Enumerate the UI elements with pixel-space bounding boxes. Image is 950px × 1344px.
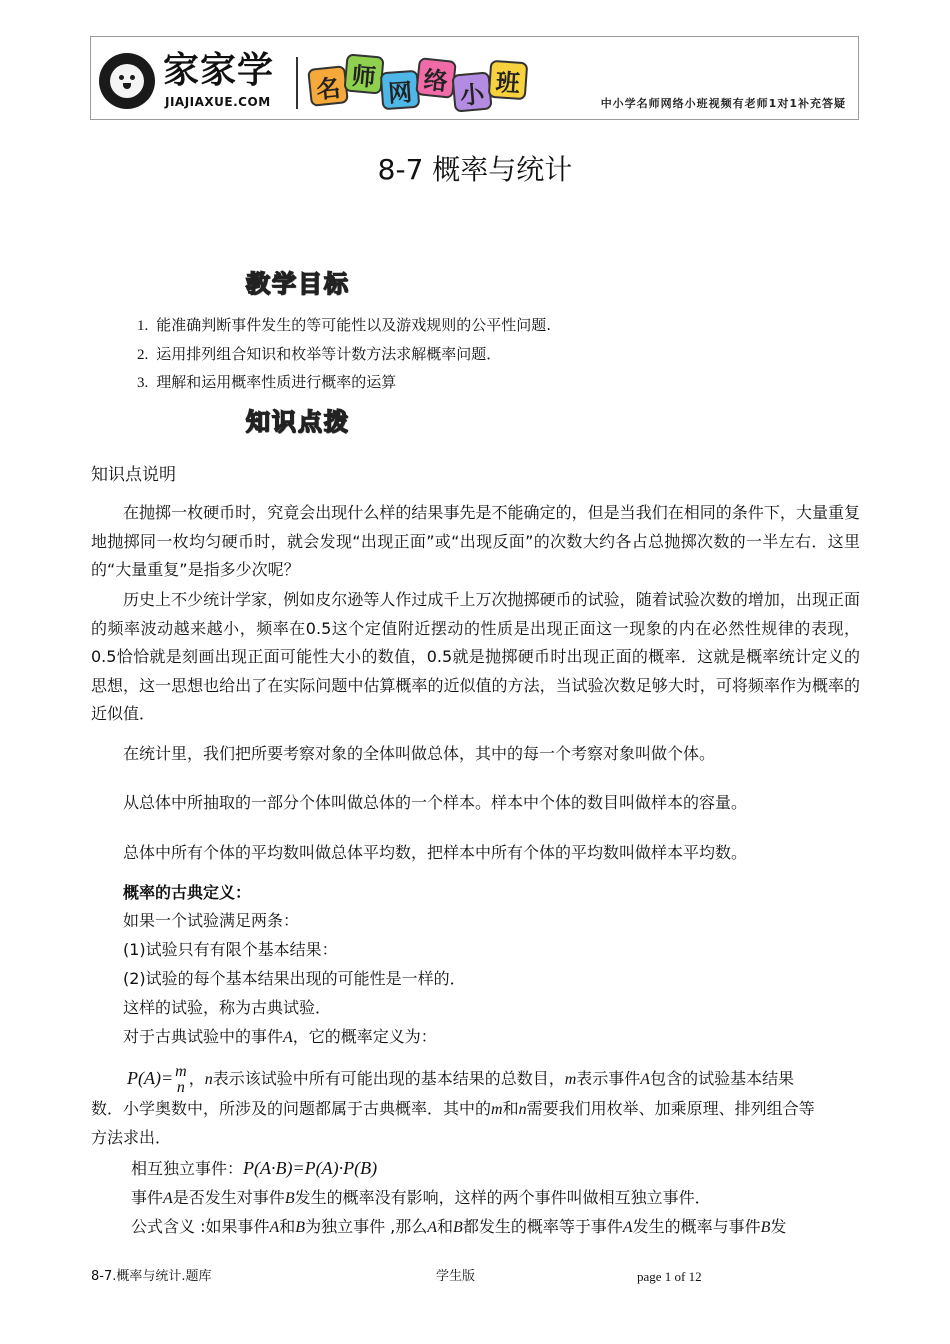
text: 发生的概率没有影响，这样的两个事件叫做相互独立事件． — [294, 1188, 711, 1207]
text: 公式含义 :如果事件 — [131, 1217, 270, 1236]
var-n: n — [518, 1101, 527, 1118]
formula-fraction — [175, 1064, 187, 1096]
header-banner — [90, 36, 859, 120]
text: ， — [188, 1069, 205, 1088]
classical-line: (1)试验只有有限个基本结果： — [123, 940, 338, 959]
brand-name: 家家学 — [163, 50, 275, 91]
independent-formula: P(A·B)=P(A)·P(B) — [243, 1158, 378, 1178]
text: 都发生的概率等于事件 — [462, 1217, 623, 1236]
independent-events-line — [131, 1155, 377, 1182]
independent-meaning-line — [131, 1216, 786, 1239]
var-a: A — [269, 1219, 280, 1236]
formula-explain-line — [91, 1098, 815, 1121]
banner-tile-3: 网 — [380, 70, 421, 111]
section-heading: 知识点说明 — [91, 465, 176, 485]
var-a: A — [163, 1190, 173, 1207]
page-title: 8-7 概率与统计 — [377, 153, 573, 186]
text: 包含的试验基本结果 — [650, 1069, 795, 1088]
var-a: A — [622, 1219, 633, 1236]
var-m: m — [491, 1101, 503, 1118]
text: 为独立事件 ,那么 — [305, 1217, 428, 1236]
footer-edition: 学生版 — [436, 1269, 476, 1284]
badge-knowledge-points: 知识点拨 — [246, 408, 350, 436]
classical-line — [123, 1026, 437, 1049]
brand-domain: JIAJIAXUE.COM — [165, 95, 271, 109]
text: 发生的概率与事件 — [632, 1217, 761, 1236]
badge-teaching-goals: 教学目标 — [246, 270, 350, 298]
text: 对于古典试验中的事件 — [123, 1027, 284, 1046]
var-a: A — [283, 1029, 293, 1046]
objective-text: 运用排列组合知识和枚举等计数方法求解概率问题． — [156, 345, 502, 363]
independent-label: 相互独立事件： — [131, 1159, 244, 1178]
paragraph-history: 历史上不少统计学家，例如皮尔逊等人作过成千上万次抛掷硬币的试验，随着试验次数的增加，出现正面的频率波动越来越小，频率在0.5这个定值附近摆动的性质是出现正面这一现象的内在必然性规律的表现，0.5恰恰就是刻画出现正面可能性大小的数值，0.5就是抛掷硬币时出现正面的概率．这就是概率统计定义的思想，这一思想也给出了在实际问题中估算概率的近似值的方法，当试验次数足够大时，可将频率作为概率的近似值． — [91, 590, 860, 724]
objective-number: 2. — [137, 347, 149, 363]
formula-explain-line: 方法求出． — [91, 1128, 172, 1147]
objective-text: 能准确判断事件发生的等可能性以及游戏规则的公平性问题. — [156, 316, 552, 334]
fraction-numerator: m — [175, 1062, 187, 1080]
var-b: B — [453, 1219, 463, 1236]
text: 和 — [437, 1217, 454, 1236]
footer-page-number: page 1 of 12 — [637, 1269, 702, 1284]
independent-def-line — [131, 1187, 711, 1210]
text: 发 — [770, 1217, 787, 1236]
text: 和 — [279, 1217, 296, 1236]
text: 和 — [502, 1099, 519, 1118]
banner-tile-6: 班 — [488, 60, 529, 101]
classical-line: (2)试验的每个基本结果出现的可能性是一样的． — [123, 969, 466, 988]
classical-line: 如果一个试验满足两条： — [123, 911, 300, 930]
objective-item — [137, 372, 396, 393]
footer-doc-name: 8-7.概率与统计.题库 — [91, 1269, 212, 1284]
text: ，它的概率定义为： — [292, 1027, 437, 1046]
paragraph-mean: 总体中所有个体的平均数叫做总体平均数，把样本中所有个体的平均数叫做样本平均数。 — [123, 843, 748, 862]
banner-tile-4: 络 — [415, 57, 457, 99]
banner-slogan: 中小学名师网络小班视频有老师1对1补充答疑 — [600, 97, 846, 110]
paragraph-population: 在统计里，我们把所要考察对象的全体叫做总体，其中的每一个考察对象叫做个体。 — [123, 744, 716, 763]
text: 表示该试验中所有可能出现的基本结果的总数目， — [212, 1069, 565, 1088]
lion-logo-icon — [99, 53, 155, 109]
text: 事件 — [131, 1188, 164, 1207]
text: 数．小学奥数中，所涉及的问题都属于古典概率．其中的 — [91, 1099, 492, 1118]
banner-tile-2: 师 — [343, 53, 384, 94]
text: 需要我们用枚举、加乘原理、排列组合等 — [526, 1099, 815, 1118]
classical-heading: 概率的古典定义： — [123, 883, 252, 902]
var-a: A — [640, 1071, 651, 1088]
text: 是否发生对事件 — [172, 1188, 285, 1207]
var-m: m — [564, 1071, 577, 1088]
var-b: B — [295, 1219, 306, 1236]
var-n: n — [204, 1071, 213, 1088]
var-a: A — [427, 1219, 438, 1236]
banner-tile-1: 名 — [307, 65, 349, 107]
brand-divider — [296, 57, 298, 109]
text: 表示事件 — [576, 1069, 641, 1088]
objective-item — [137, 344, 501, 365]
formula-lhs: P(A)= — [127, 1068, 174, 1088]
objective-text: 理解和运用概率性质进行概率的运算 — [156, 373, 397, 391]
fraction-denominator: n — [176, 1078, 185, 1096]
probability-formula-line — [127, 1058, 794, 1098]
objective-item — [137, 315, 551, 336]
paragraph-sample: 从总体中所抽取的一部分个体叫做总体的一个样本。样本中个体的数目叫做样本的容量。 — [123, 793, 748, 812]
objective-number: 3. — [137, 375, 149, 391]
var-b: B — [760, 1219, 771, 1236]
objective-number: 1. — [137, 318, 149, 334]
var-b: B — [284, 1190, 295, 1207]
paragraph-coin-toss: 在抛掷一枚硬币时，究竟会出现什么样的结果事先是不能确定的，但是当我们在相同的条件下，大量重复地抛掷同一枚均匀硬币时，就会发现“出现正面”或“出现反面”的次数大约各占总抛掷次数的一半左右．这里的“大量重复”是指多少次呢？ — [91, 503, 860, 580]
classical-line: 这样的试验，称为古典试验． — [123, 998, 332, 1017]
banner-tile-5: 小 — [451, 71, 492, 112]
